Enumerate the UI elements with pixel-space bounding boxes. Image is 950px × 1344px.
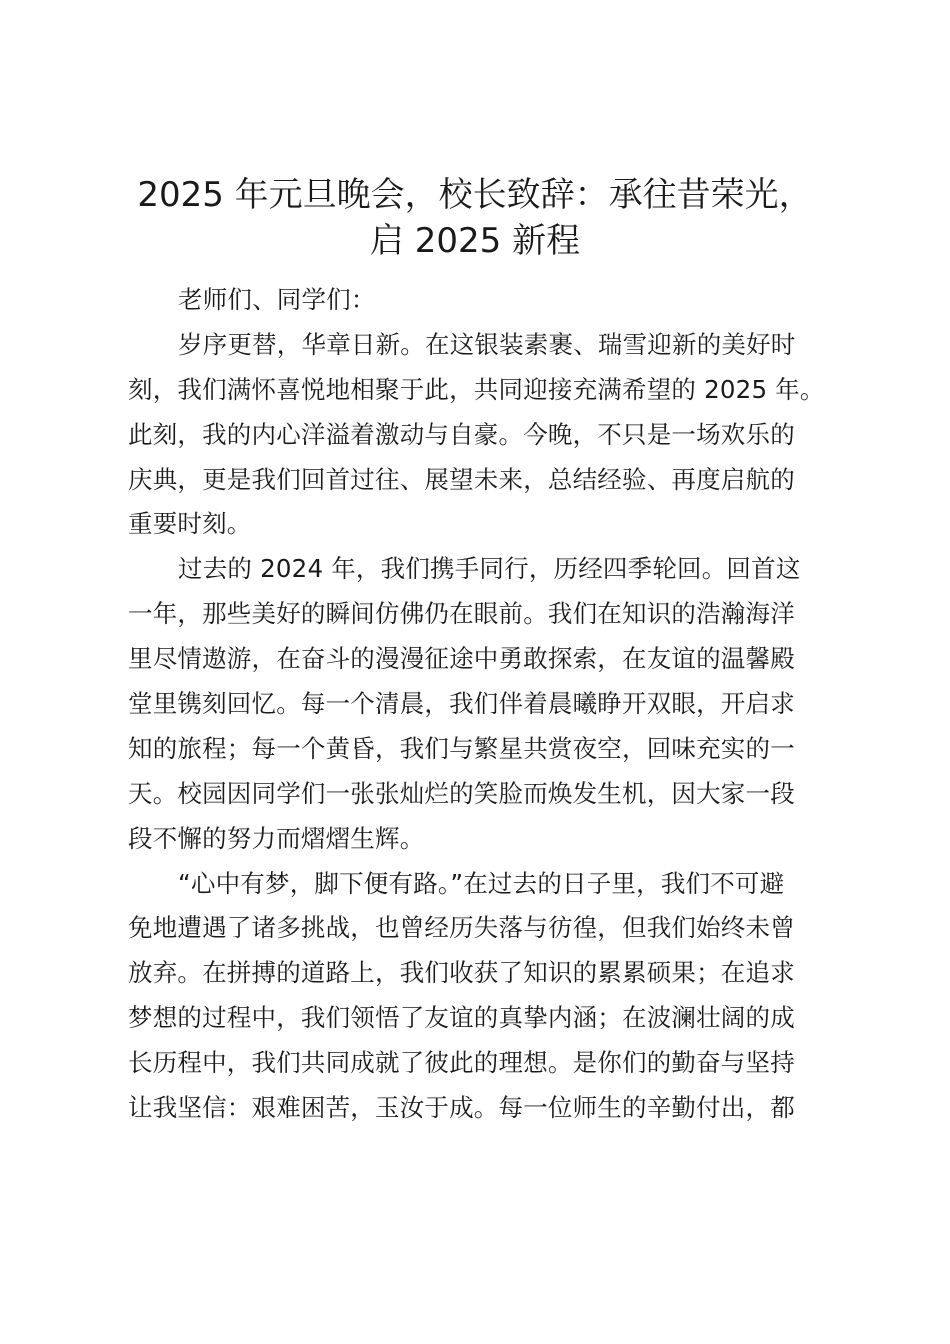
body-text-line: 放弃。在拼搏的道路上，我们收获了知识的累累硕果；在追求 [128, 958, 795, 988]
body-text-line: 知的旅程；每一个黄昏，我们与繁星共赏夜空，回味充实的一 [128, 733, 795, 763]
document-body [128, 278, 832, 1131]
body-text-line: 让我坚信：艰难困苦，玉汝于成。每一位师生的辛勤付出，都 [128, 1093, 795, 1123]
body-text-line: 里尽情遨游，在奋斗的漫漫征途中勇敢探索，在友谊的温馨殿 [128, 644, 795, 674]
body-text-line: 段不懈的努力而熠熠生辉。 [128, 823, 425, 853]
body-text-line: 重要时刻。 [128, 509, 252, 539]
title-line: 启 2025 新程 [369, 221, 581, 261]
body-text-line: 天。校园因同学们一张张灿烂的笑脸而焕发生机，因大家一段 [128, 778, 795, 808]
body-text-line: 老师们、同学们： [178, 285, 376, 314]
body-text-line: 免地遭遇了诸多挑战，也曾经历失落与彷徨，但我们始终未曾 [128, 913, 795, 943]
body-text-line: 长历程中，我们共同成就了彼此的理想。是你们的勤奋与坚持 [128, 1048, 795, 1078]
body-text-line: 堂里镌刻回忆。每一个清晨，我们伴着晨曦睁开双眼，开启求 [128, 689, 795, 719]
body-text-line: 过去的 2024 年，我们携手同行，历经四季轮回。回首这 [178, 554, 801, 584]
title-line: 2025 年元旦晚会，校长致辞：承往昔荣光， [137, 175, 813, 215]
document-title [100, 172, 850, 264]
body-text-line: “心中有梦，脚下便有路。”在过去的日子里，我们不可避 [178, 868, 785, 898]
body-text-line: 岁序更替，华章日新。在这银装素裹、瑞雪迎新的美好时 [178, 329, 796, 359]
body-text-line: 一年，那些美好的瞬间仿佛仍在眼前。我们在知识的浩瀚海洋 [128, 599, 795, 629]
body-text-line: 梦想的过程中，我们领悟了友谊的真挚内涵；在波澜壮阔的成 [128, 1003, 795, 1033]
body-text-line: 刻，我们满怀喜悦地相聚于此，共同迎接充满希望的 2025 年。 [128, 374, 825, 404]
body-text-line: 此刻，我的内心洋溢着激动与自豪。今晚，不只是一场欢乐的 [128, 419, 795, 449]
body-text-line: 庆典，更是我们回首过往、展望未来，总结经验、再度启航的 [128, 464, 795, 494]
